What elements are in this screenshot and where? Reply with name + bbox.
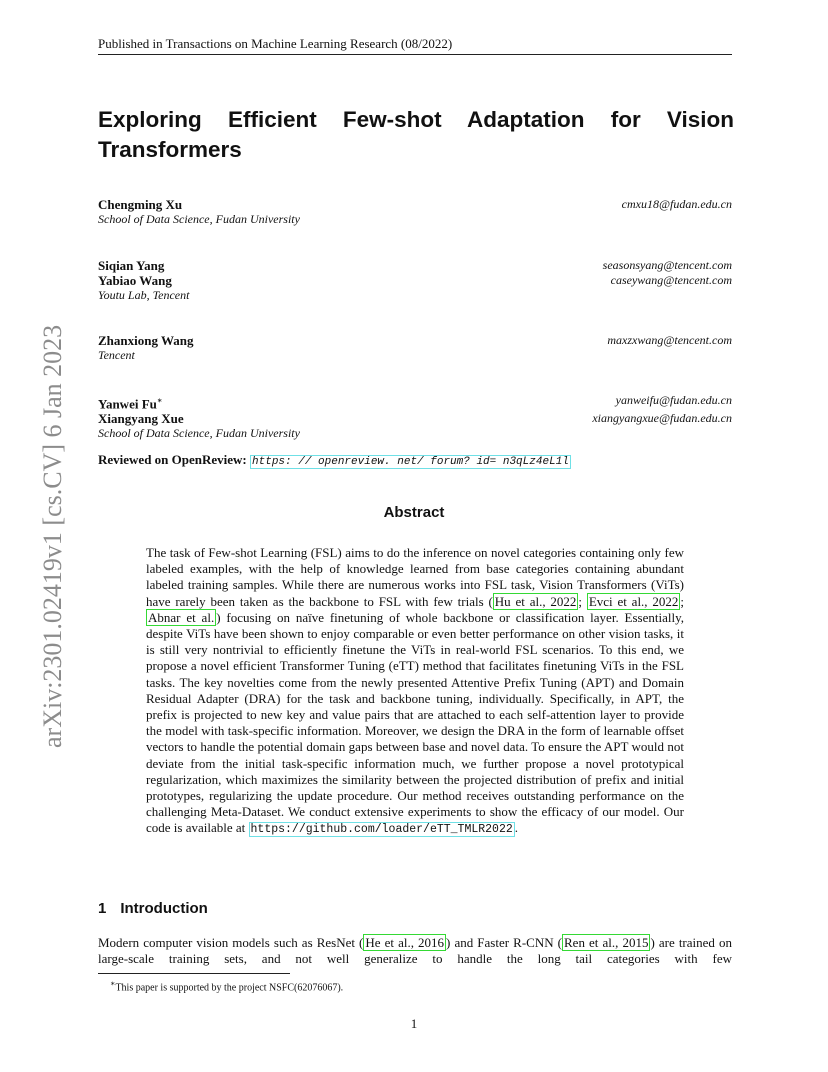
openreview-line xyxy=(98,452,571,470)
author-block-1 xyxy=(98,197,732,227)
author-block-3 xyxy=(98,333,732,363)
author-affiliation: School of Data Science, Fudan University xyxy=(98,426,300,441)
footnote: ∗This paper is supported by the project NSFC(62076067). xyxy=(110,979,344,994)
section-title: Introduction xyxy=(120,900,208,917)
footnote-marker[interactable]: ∗ xyxy=(156,396,163,405)
footnote-rule xyxy=(98,973,290,974)
abstract-heading: Abstract xyxy=(383,504,445,521)
abstract-body: The task of Few-shot Learning (FSL) aims to do the inference on novel categories containing only few labeled examples, with the help of knowledge learned from base categories containing abundant labeled training samples. While there are numerous works into FSL task, Vision Transformers (ViTs) have rarely been taken as the backbone to FSL with few trials ( Hu et al., 2022 ; Evci et al., 2022 ; Abnar et al. ) focusing on naïve finetuning of whole backbone or classification layer. Essentially, despite ViTs have been shown to enjoy comparable or even better performance on other vision tasks, it is still very nontrivial to efficiently finetune the ViTs in real-world FSL scenarios. To this end, we propose a novel efficient Transformer Tuning (eTT) method that facilitates finetuning ViTs in the FSL tasks. The key novelties come from the newly presented Attentive Prefix Tuning (APT) and Domain Residual Adapter (DRA) for the task and backbone tuning, individually. Specifically, in APT, the prefix is projected to new key and value pairs that are attached to each self-attention layer to provide the model with task-specific information. Moreover, we design the DRA in the form of learnable offset vectors to handle the potential domain gaps between base and novel data. To ensure the APT would not deviate from the initial task-specific information much, we further propose a novel prototypical regularization, which maximizes the similarity between the projected distribution of prefix and initial prototypes, regularizing the update procedure. Our method receives outstanding performance on the challenging Meta-Dataset. We conduct extensive experiments to show the efficacy of our model. Our code is available at https://github.com/loader/eTT_TMLR2022 . xyxy=(146,545,685,837)
author-email[interactable]: xiangyangxue@fudan.edu.cn xyxy=(592,411,732,426)
author-email[interactable]: cmxu18@fudan.edu.cn xyxy=(621,197,732,211)
author-name: Yanwei Fu∗ xyxy=(98,396,163,412)
citation-link[interactable]: Hu et al., 2022 xyxy=(494,593,577,609)
author-email[interactable]: yanweifu@fudan.edu.cn xyxy=(615,393,732,407)
paper-title: Exploring Efficient Few-shot Adaptation for Vision Transformers xyxy=(98,107,734,162)
citation-link[interactable]: He et al., 2016 xyxy=(365,935,445,950)
citation-link[interactable]: Evci et al., 2022 xyxy=(588,593,679,609)
intro-paragraph: Modern computer vision models such as ResNet ( He et al., 2016 ) and Faster R-CNN ( Ren et al., 2015 ) are trained on large-scale training sets, and not well generalize to handle the long tail categories with few xyxy=(98,935,732,967)
author-email[interactable]: seasonsyang@tencent.com xyxy=(602,258,732,272)
section-heading xyxy=(98,900,208,918)
author-name: Zhanxiong Wang xyxy=(98,333,194,348)
author-name: Chengming Xu xyxy=(98,197,183,212)
citation-link[interactable]: Ren et al., 2015 xyxy=(564,935,649,950)
arxiv-stamp: arXiv:2301.02419v1 [cs.CV] 6 Jan 2023 xyxy=(38,324,67,748)
author-name: Siqian Yang xyxy=(98,258,165,273)
author-affiliation: Youtu Lab, Tencent xyxy=(98,288,190,302)
author-email[interactable]: maxzxwang@tencent.com xyxy=(607,333,732,347)
footnote-marker: ∗ xyxy=(110,979,116,988)
author-name: Xiangyang Xue xyxy=(98,411,184,427)
code-link[interactable]: https://github.com/loader/eTT_TMLR2022 xyxy=(250,823,513,837)
openreview-link[interactable]: https: // openreview. net/ forum? id= n3qLz4eL1l xyxy=(252,456,569,468)
openreview-label: Reviewed on OpenReview: xyxy=(98,452,247,467)
author-block-2 xyxy=(98,258,732,303)
citation-link[interactable]: Abnar et al. xyxy=(148,609,215,625)
author-email[interactable]: caseywang@tencent.com xyxy=(610,273,732,287)
author-name: Yabiao Wang xyxy=(98,273,172,288)
section-number: 1 xyxy=(98,900,107,917)
author-affiliation: Tencent xyxy=(98,348,135,362)
author-block-4 xyxy=(98,393,732,441)
page-number: 1 xyxy=(410,1016,418,1031)
author-affiliation: School of Data Science, Fudan University xyxy=(98,212,300,226)
running-head: Published in Transactions on Machine Learning Research (08/2022) xyxy=(98,36,732,55)
